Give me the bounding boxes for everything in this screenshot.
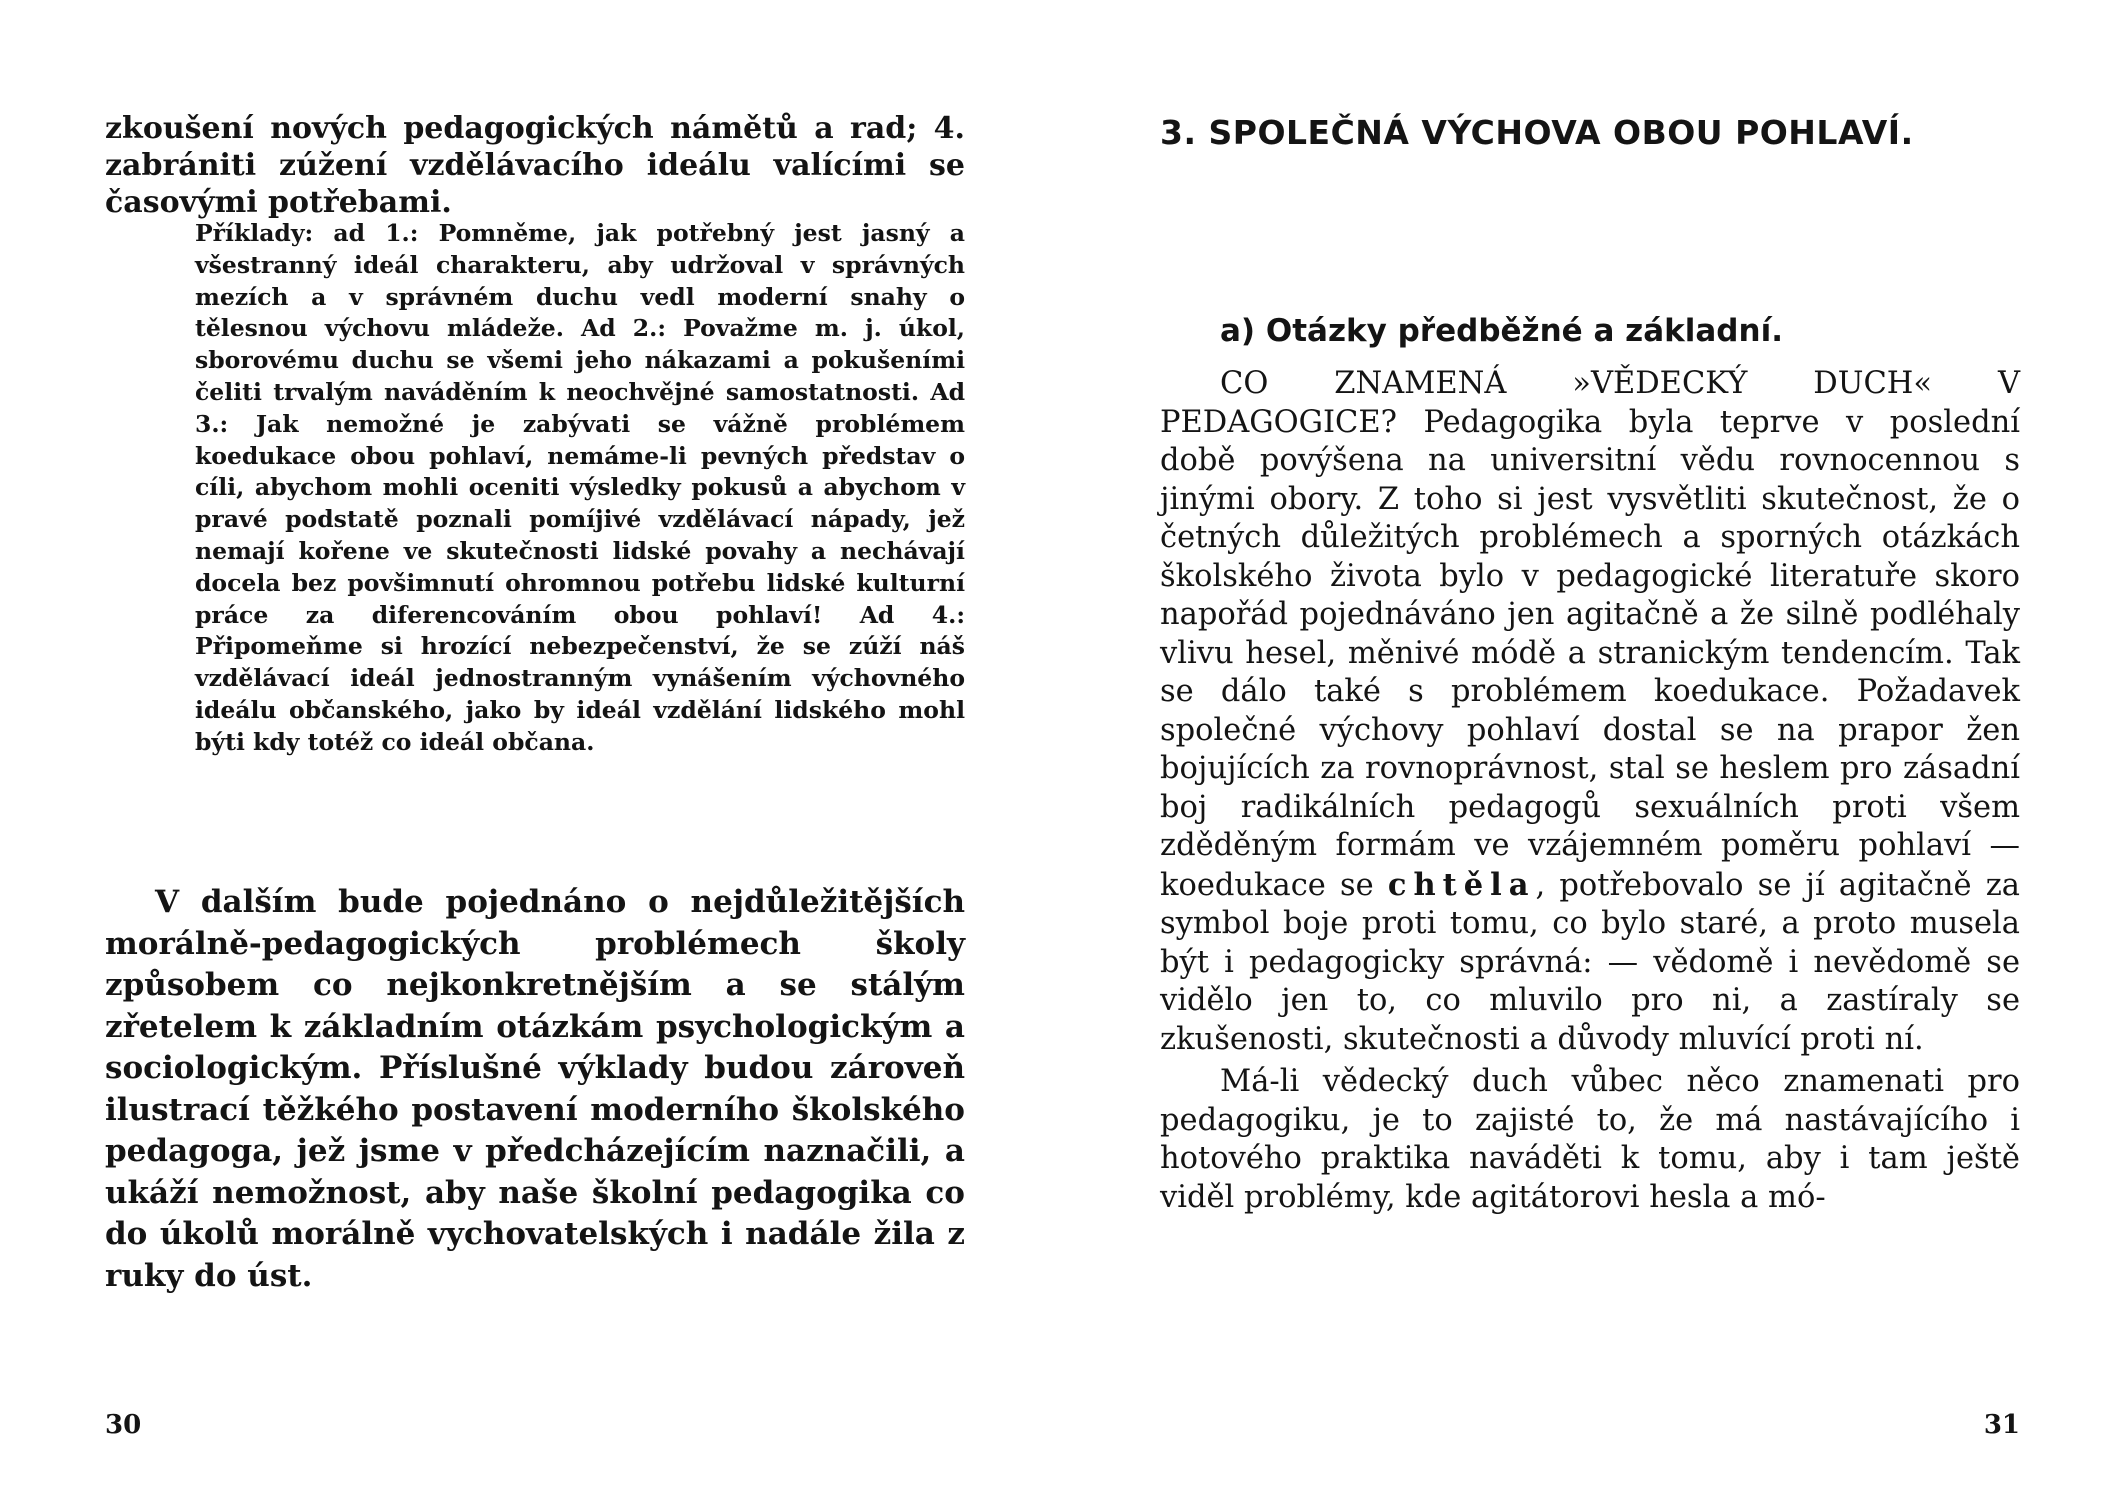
page-number-left: 30 <box>105 1410 142 1440</box>
examples-lead: Příklady: <box>195 219 314 247</box>
further-paragraph: V dalším bude pojednáno o nejdůležitějších morálně-pedagogických problémech školy způsobem co nejkonkretnějším a se stálým zřetelem k základním otázkám psychologickým a sociologickým. Příslušné výklady budou zároveň ilustrací těžkého postavení moderního školského pedagoga, jež jsme v předcházejícím naznačili, a ukáží nemožnost, aby naše školní pedagogika co do úkolů morálně vychovatelských i nadále žila z ruky do úst. <box>105 884 965 1294</box>
paragraph-2: Má-li vědecký duch vůbec něco znamenati pro pedagogiku, je to zajisté to, že má nastávajícího i hotového praktika naváděti k tomu, aby i tam ještě viděl problémy, kde agitátorovi hesla a mó- <box>1160 1064 2020 1215</box>
paragraph-1-part-1: CO ZNAMENÁ »VĚDECKÝ DUCH« V PEDAGOGICE? Pedagogika byla teprve v poslední době povýšena na universitní vědu rovnocennou s jinými obory. Z toho si jest vysvětliti skutečnost, že o četných důležitých problémech a sporných otázkách školského života bylo v pedagogické literatuře skoro napořád pojednáváno jen agitačně a že silně podléhaly vlivu hesel, měnivé módě a stranickým tendencím. Tak se dálo také s problémem koedukace. Požadavek společné výchovy pohlaví dostal se na prapor žen bojujících za rovnoprávnost, stal se heslem pro zásadní boj radikálních pedagogů sexuálních proti všem zděděným formám ve vzájemném poměru pohlaví — koedukace se <box>1160 366 2020 903</box>
emphasized-word: chtěla <box>1387 866 1536 903</box>
right-body <box>1160 365 2020 1217</box>
paragraph-1-part-2: , potřebovalo se jí agitačně za symbol boje proti tomu, co bylo staré, a proto musela být i pedagogicky správná: — vědomě i nevědomě se vidělo jen to, co mluvilo pro ni, a zastíraly se zkušenosti, skutečnosti a důvody mluvící proti ní. <box>1160 867 2020 1057</box>
paragraph-1 <box>1160 365 2020 1059</box>
continuation-paragraph: zkoušení nových pedagogických námětů a rad; 4. zabrániti zúžení vzdělávacího ideálu valícími se časovými potřebami. <box>105 111 965 220</box>
page-number-right: 31 <box>1983 1410 2020 1440</box>
chapter-title: 3. SPOLEČNÁ VÝCHOVA OBOU POHLAVÍ. <box>1160 113 1914 152</box>
examples-paragraph <box>195 218 965 759</box>
section-title: a) Otázky předběžné a základní. <box>1220 313 1783 349</box>
examples-text: ad 1.: Pomněme, jak potřebný jest jasný a všestranný ideál charakteru, aby udržoval v správných mezích a v správném duchu vedl moderní snahy o tělesnou výchovu mládeže. Ad 2.: Považme m. j. úkol, sborovému duchu se všemi jeho nákazami a pokušeními čeliti trvalým naváděním k neochvějné samostatnosti. Ad 3.: Jak nemožné je zabývati se vážně problémem koedukace obou pohlaví, nemáme-li pevných představ o cíli, abychom mohli oceniti výsledky pokusů a abychom v pravé podstatě poznali pomíjivé vzdělávací nápady, jež nemají kořene ve skutečnosti lidské povahy a nechávají docela bez povšimnutí ohromnou potřebu lidské kulturní práce za diferencováním obou pohlaví! Ad 4.: Připomeňme si hrozící nebezpečenství, že se zúží náš vzdělávací ideál jednostranným vynášením výchovného ideálu občanského, jako by ideál vzdělání lidského mohl býti kdy totéž co ideál občana. <box>195 219 965 756</box>
right-page <box>1160 0 2020 1500</box>
left-page <box>105 0 965 1500</box>
